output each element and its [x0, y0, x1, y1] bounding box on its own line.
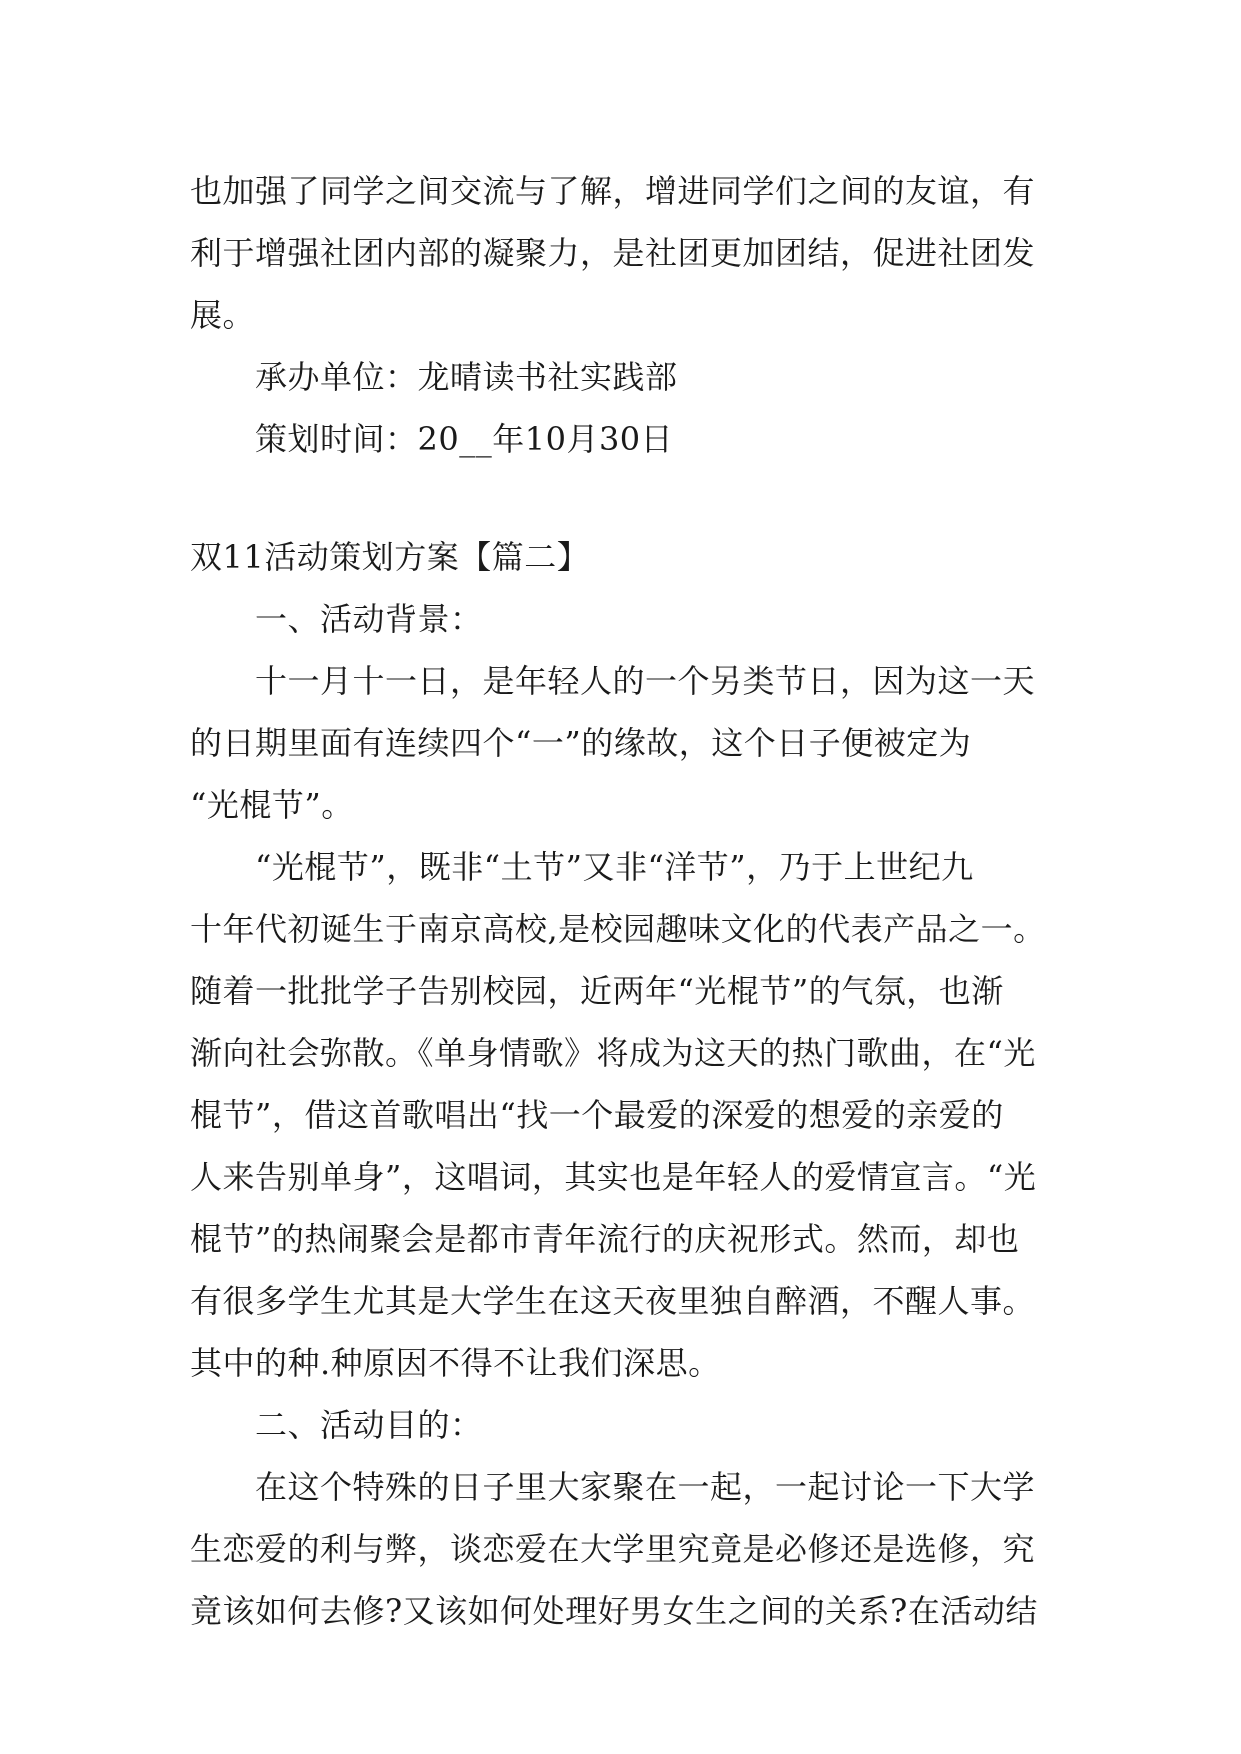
- text-line: 展。: [190, 296, 256, 334]
- text-line: 的日期里面有连续四个“一”的缘故，这个日子便被定为: [190, 724, 972, 762]
- text-line: 渐向社会弥散。《单身情歌》将成为这天的热门歌曲，在“光: [190, 1034, 1036, 1072]
- text-line: 利于增强社团内部的凝聚力，是社团更加团结，促进社团发: [190, 234, 1036, 272]
- text-line: 随着一批批学子告别校园，近两年“光棍节”的气氛，也渐: [190, 972, 1004, 1010]
- document-body: [190, 160, 1070, 1642]
- text-line: 策划时间：20__年10月30日: [255, 420, 674, 458]
- text-line: 承办单位：龙晴读书社实践部: [255, 358, 678, 396]
- text-line: 在这个特殊的日子里大家聚在一起，一起讨论一下大学: [255, 1468, 1036, 1506]
- text-line: 双11活动策划方案【篇二】: [190, 538, 590, 576]
- text-line: 生恋爱的利与弊，谈恋爱在大学里究竟是必修还是选修，究: [190, 1530, 1036, 1568]
- text-line: “光棍节”。: [190, 786, 354, 824]
- text-line: 其中的种.种原因不得不让我们深思。: [190, 1344, 721, 1382]
- text-line: 人来告别单身”，这唱词，其实也是年轻人的爱情宣言。“光: [190, 1158, 1037, 1196]
- text-line: 棍节”的热闹聚会是都市青年流行的庆祝形式。然而，却也: [190, 1220, 1020, 1258]
- text-line: 十一月十一日，是年轻人的一个另类节日，因为这一天: [255, 662, 1036, 700]
- text-line: 十年代初诞生于南京高校,是校园趣味文化的代表产品之一。: [190, 910, 1046, 948]
- text-line: 有很多学生尤其是大学生在这天夜里独自醉酒，不醒人事。: [190, 1282, 1036, 1320]
- text-line: 竟该如何去修?又该如何处理好男女生之间的关系?在活动结: [190, 1592, 1038, 1630]
- text-line: 二、活动目的：: [255, 1406, 483, 1444]
- text-line: “光棍节”，既非“土节”又非“洋节”，乃于上世纪九: [255, 848, 974, 886]
- text-line: 也加强了同学之间交流与了解，增进同学们之间的友谊，有: [190, 172, 1036, 210]
- text-line: 棍节”，借这首歌唱出“找一个最爱的深爱的想爱的亲爱的: [190, 1096, 1004, 1134]
- text-line: 一、活动背景：: [255, 600, 483, 638]
